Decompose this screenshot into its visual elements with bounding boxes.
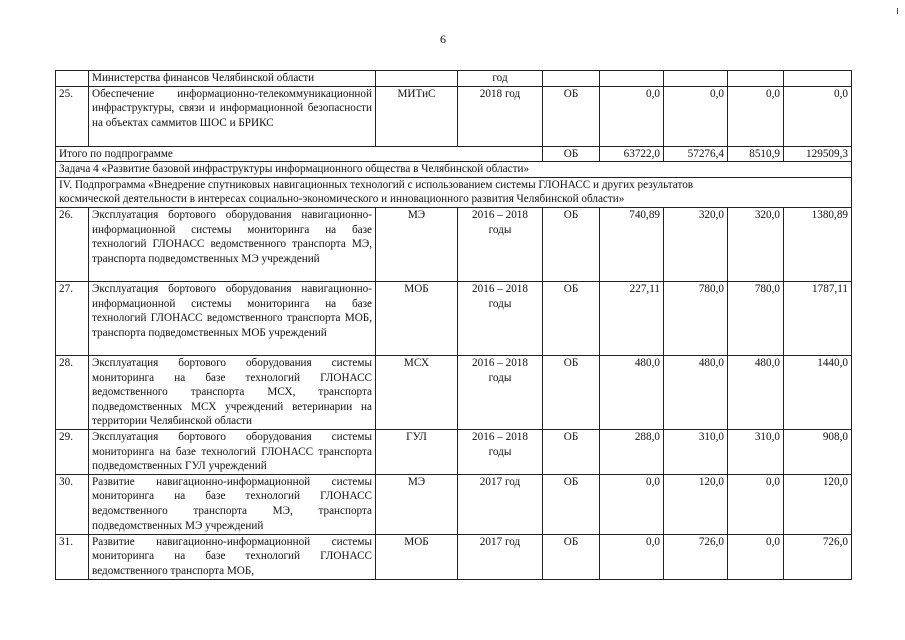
value-total <box>784 71 852 87</box>
value-2017: 120,0 <box>664 474 728 534</box>
value-2017: 480,0 <box>664 355 728 429</box>
task-row <box>56 162 852 178</box>
funding-source <box>543 71 600 87</box>
period: 2016 – 2018 годы <box>458 429 543 474</box>
value-2018: 320,0 <box>728 207 784 281</box>
value-total: 908,0 <box>784 429 852 474</box>
funding-source: ОБ <box>543 146 600 162</box>
row-number: 27. <box>56 281 89 355</box>
value-2016 <box>600 71 664 87</box>
value-2016: 0,0 <box>600 86 664 146</box>
value-total: 1787,11 <box>784 281 852 355</box>
table-row <box>56 534 852 579</box>
period: 2017 год <box>458 534 543 579</box>
table-row <box>56 86 852 146</box>
value-total: 129509,3 <box>784 146 852 162</box>
value-total: 1440,0 <box>784 355 852 429</box>
activity-name: Эксплуатация бортового оборудования навигационно-информационной системы мониторинга на базе технологий ГЛОНАСС ведомственного транспорта МОБ, транспорта подведомственных МОБ учреждений <box>89 281 376 355</box>
value-2017: 0,0 <box>664 86 728 146</box>
funding-source: ОБ <box>543 86 600 146</box>
table-row <box>56 71 852 87</box>
executor: МЭ <box>376 207 458 281</box>
executor: МИТиС <box>376 86 458 146</box>
subprogram-row <box>56 177 852 207</box>
value-2018: 0,0 <box>728 86 784 146</box>
subtotal-label: Итого по подпрограмме <box>56 146 543 162</box>
period: 2016 – 2018 годы <box>458 355 543 429</box>
period: 2018 год <box>458 86 543 146</box>
funding-source: ОБ <box>543 474 600 534</box>
row-number: 25. <box>56 86 89 146</box>
value-2016: 0,0 <box>600 474 664 534</box>
value-2018: 310,0 <box>728 429 784 474</box>
funding-source: ОБ <box>543 281 600 355</box>
funding-source: ОБ <box>543 355 600 429</box>
activity-name: Развитие навигационно-информационной системы мониторинга на базе технологий ГЛОНАСС ведомственного транспорта МЭ, транспорта подведомственных МЭ учреждений <box>89 474 376 534</box>
value-2017: 57276,4 <box>664 146 728 162</box>
row-number: 30. <box>56 474 89 534</box>
value-2018: 780,0 <box>728 281 784 355</box>
value-2017: 320,0 <box>664 207 728 281</box>
value-2016: 63722,0 <box>600 146 664 162</box>
activity-name: Эксплуатация бортового оборудования системы мониторинга на базе технологий ГЛОНАСС ведомственного транспорта МСХ, транспорта подведомственных МСХ учреждений ветеринарии на территории Челябинской области <box>89 355 376 429</box>
scan-edge-mark <box>897 8 898 14</box>
activity-name: Обеспечение информационно-телекоммуникационной инфраструктуры, связи и информационной безопасности на объектах саммитов ШОС и БРИКС <box>89 86 376 146</box>
row-number: 26. <box>56 207 89 281</box>
value-2018: 480,0 <box>728 355 784 429</box>
executor: МСХ <box>376 355 458 429</box>
value-2018 <box>728 71 784 87</box>
table-row <box>56 207 852 281</box>
value-total: 0,0 <box>784 86 852 146</box>
executor: МОБ <box>376 534 458 579</box>
table-row <box>56 355 852 429</box>
period: 2016 – 2018 годы <box>458 281 543 355</box>
page-number: 6 <box>440 32 446 46</box>
value-2017: 726,0 <box>664 534 728 579</box>
subprogram-heading-line: космической деятельности в интересах социально-экономического и инновационного развития Челябинской области» <box>59 193 625 206</box>
value-total: 726,0 <box>784 534 852 579</box>
funding-source: ОБ <box>543 207 600 281</box>
value-2016: 0,0 <box>600 534 664 579</box>
executor <box>376 71 458 87</box>
row-number: 29. <box>56 429 89 474</box>
value-2018: 0,0 <box>728 534 784 579</box>
subprogram-heading-line: IV. Подпрограмма «Внедрение спутниковых навигационных технологий с использованием системы ГЛОНАСС и других результатов <box>59 178 694 191</box>
value-2016: 740,89 <box>600 207 664 281</box>
task-heading: Задача 4 «Развитие базовой инфраструктуры информационного общества в Челябинской области» <box>56 162 852 178</box>
value-2016: 227,11 <box>600 281 664 355</box>
value-2018: 0,0 <box>728 474 784 534</box>
table-row <box>56 281 852 355</box>
executor: МОБ <box>376 281 458 355</box>
value-total: 1380,89 <box>784 207 852 281</box>
activity-name: Эксплуатация бортового оборудования системы мониторинга на базе технологий ГЛОНАСС транспорта подведомственных ГУЛ учреждений <box>89 429 376 474</box>
activity-name: Эксплуатация бортового оборудования навигационно-информационной системы мониторинга на базе технологий ГЛОНАСС ведомственного транспорта МЭ, транспорта подведомственных МЭ учреждений <box>89 207 376 281</box>
activity-name: Развитие навигационно-информационной системы мониторинга на базе технологий ГЛОНАСС ведомственного транспорта МОБ, <box>89 534 376 579</box>
funding-source: ОБ <box>543 429 600 474</box>
value-2017: 310,0 <box>664 429 728 474</box>
subtotal-row <box>56 146 852 162</box>
executor: ГУЛ <box>376 429 458 474</box>
program-activities-table <box>55 70 852 580</box>
value-2016: 480,0 <box>600 355 664 429</box>
subprogram-heading <box>56 177 852 207</box>
row-number: 28. <box>56 355 89 429</box>
value-total: 120,0 <box>784 474 852 534</box>
period: год <box>458 71 543 87</box>
table-row <box>56 429 852 474</box>
table-row <box>56 474 852 534</box>
period: 2017 год <box>458 474 543 534</box>
funding-source: ОБ <box>543 534 600 579</box>
period: 2016 – 2018 годы <box>458 207 543 281</box>
row-number: 31. <box>56 534 89 579</box>
activity-name: Министерства финансов Челябинской области <box>89 71 376 87</box>
value-2017: 780,0 <box>664 281 728 355</box>
value-2017 <box>664 71 728 87</box>
row-number <box>56 71 89 87</box>
value-2016: 288,0 <box>600 429 664 474</box>
value-2018: 8510,9 <box>728 146 784 162</box>
executor: МЭ <box>376 474 458 534</box>
